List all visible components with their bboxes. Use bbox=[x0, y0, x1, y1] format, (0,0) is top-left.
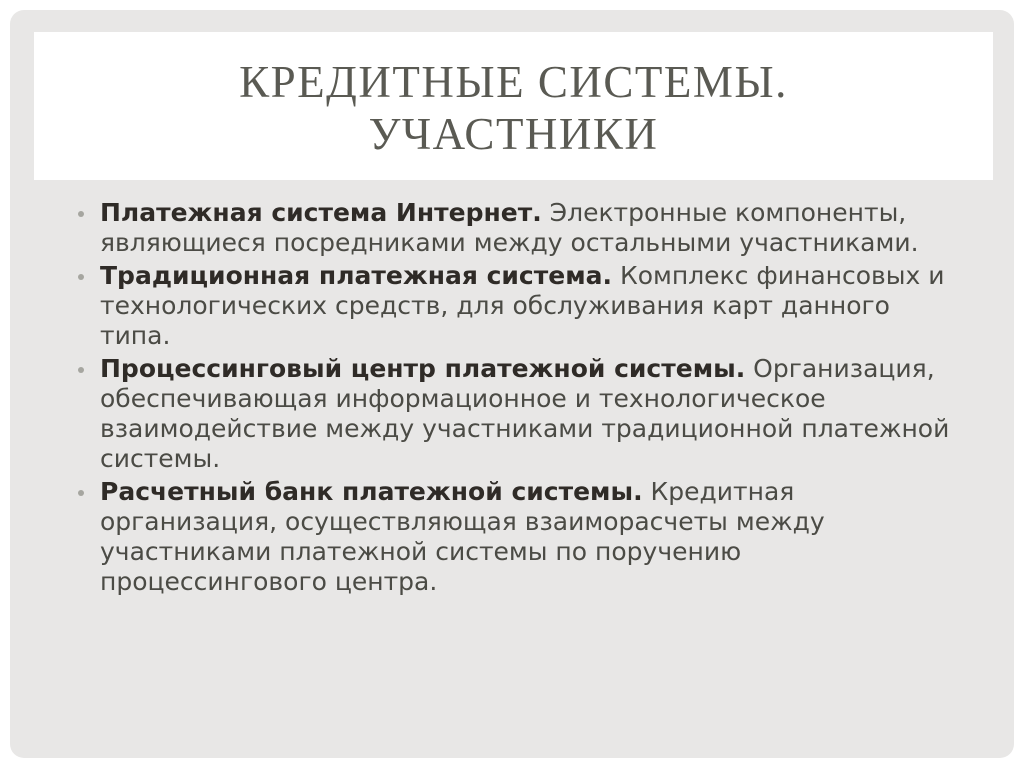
slide-title-line-2: УЧАСТНИКИ bbox=[368, 109, 659, 159]
bullet-term: Процессинговый центр платежной системы. bbox=[100, 354, 746, 383]
bullet-item-payment-system-internet bbox=[78, 198, 958, 258]
bullet-term: Платежная система Интернет. bbox=[100, 198, 542, 227]
slide bbox=[10, 10, 1014, 758]
slide-title bbox=[34, 56, 993, 160]
bullet-dot-icon bbox=[78, 367, 84, 373]
slide-title-line-1: КРЕДИТНЫЕ СИСТЕМЫ. bbox=[239, 57, 788, 107]
title-box bbox=[34, 32, 993, 180]
bullet-list bbox=[78, 198, 958, 600]
bullet-item-settlement-bank bbox=[78, 477, 958, 597]
bullet-dot-icon bbox=[78, 211, 84, 217]
bullet-item-traditional-payment-system bbox=[78, 261, 958, 351]
bullet-text: Организация, обеспечивающая информационное и технологическое взаимодействие между участниками традиционной платежной системы. bbox=[100, 354, 950, 473]
bullet-text: Электронные компоненты, являющиеся посредниками между остальными участниками. bbox=[100, 198, 919, 257]
bullet-text: Комплекс финансовых и технологических средств, для обслуживания карт данного типа. bbox=[100, 261, 945, 350]
bullet-text: Кредитная организация, осуществляющая взаиморасчеты между участниками платежной системы по поручению процессингового центра. bbox=[100, 477, 825, 596]
bullet-dot-icon bbox=[78, 274, 84, 280]
bullet-term: Традиционная платежная система. bbox=[100, 261, 612, 290]
bullet-dot-icon bbox=[78, 490, 84, 496]
bullet-item-processing-center bbox=[78, 354, 958, 474]
bullet-term: Расчетный банк платежной системы. bbox=[100, 477, 643, 506]
